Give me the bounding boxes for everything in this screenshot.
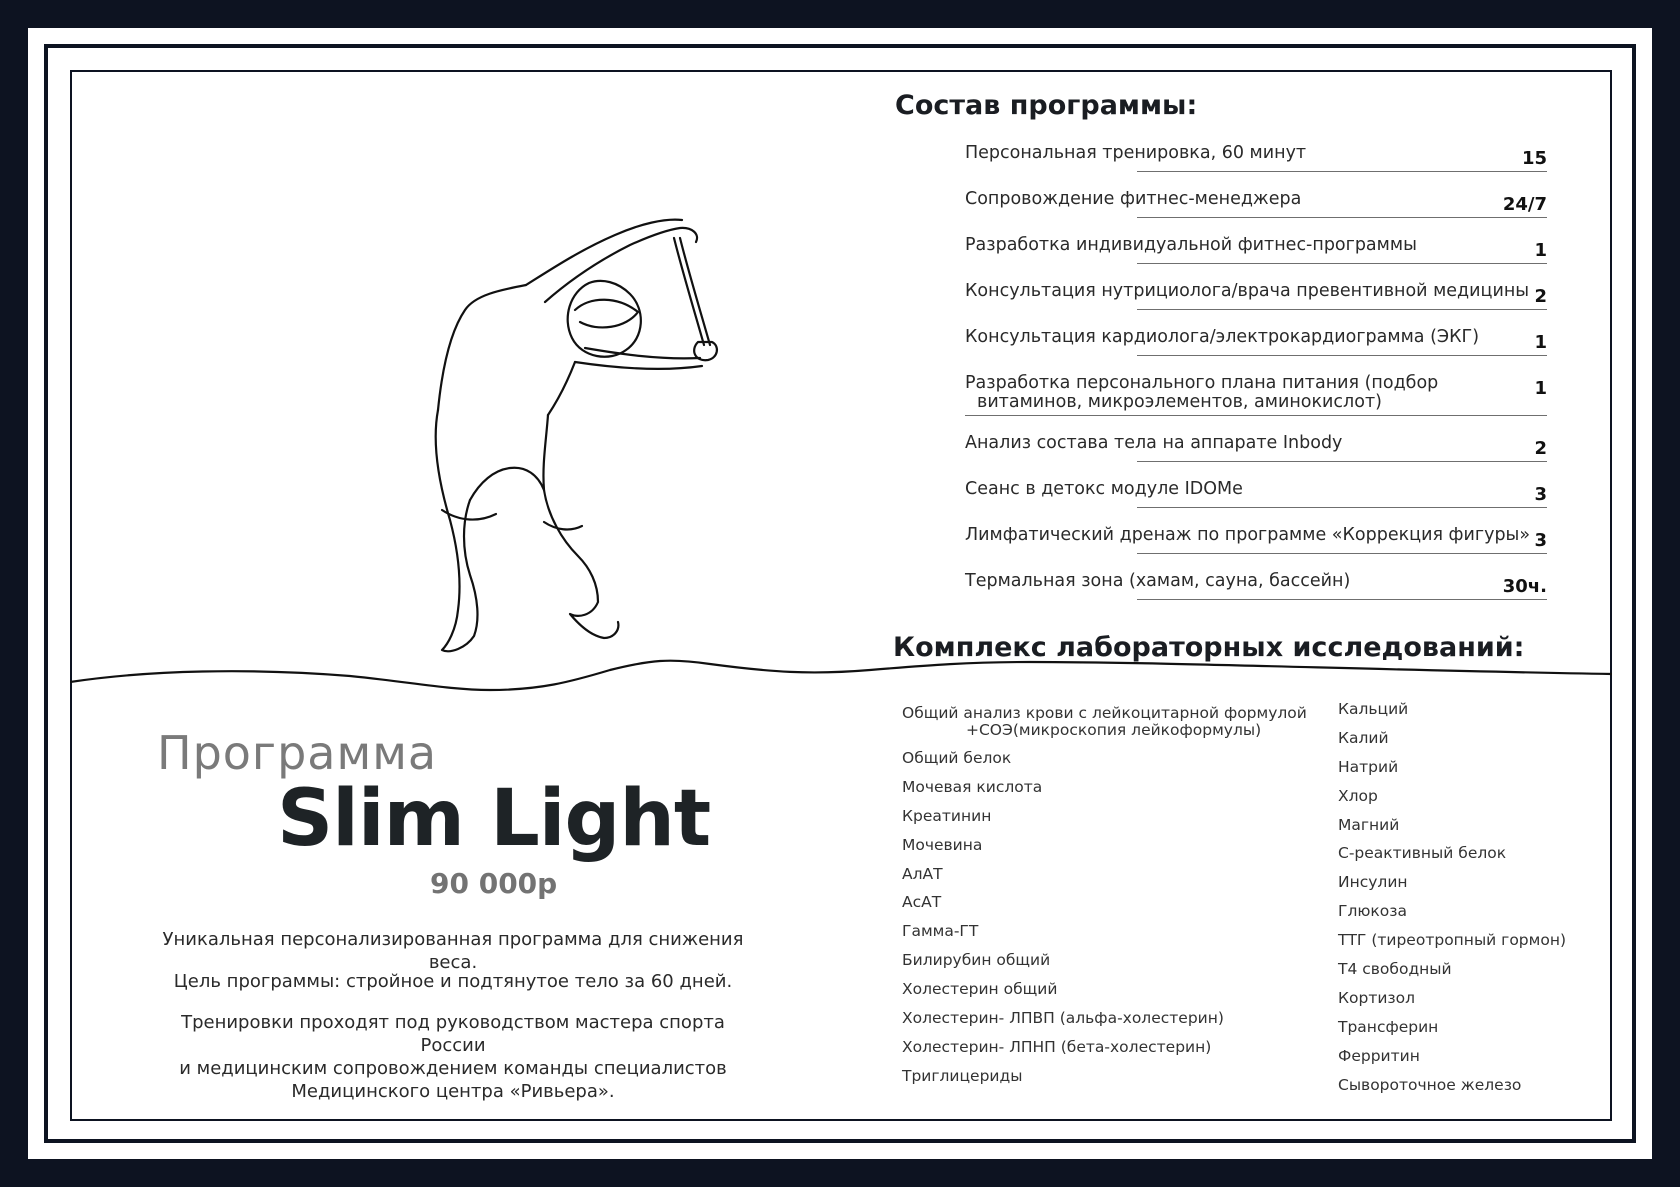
lab-list-right (1338, 700, 1566, 1104)
lab-test-item: Кортизол (1338, 988, 1416, 1007)
composition-label-line: Разработка индивидуальной фитнес-программы (965, 235, 1417, 255)
lab-test-item: +СОЭ(микроскопия лейкоформулы) (966, 721, 1262, 739)
composition-underline (1137, 599, 1547, 600)
composition-label-line: Анализ состава тела на аппарате Inbody (965, 433, 1343, 453)
program-description-3a: Тренировки проходят под руководством мастера спорта России (181, 1012, 725, 1056)
lab-test-item: Холестерин- ЛПВП (альфа-холестерин) (902, 1009, 1224, 1028)
lab-test-item: Креатинин (902, 806, 992, 825)
program-word: Программа (157, 726, 438, 780)
composition-underline (1137, 507, 1547, 508)
composition-value: 2 (1534, 438, 1547, 459)
composition-label-line: Консультация нутрициолога/врача превентивной медицины (965, 281, 1530, 301)
composition-row (965, 278, 1547, 324)
program-description-3 (150, 1011, 756, 1103)
composition-label (965, 282, 1529, 301)
lab-test-item: Инсулин (1338, 873, 1408, 892)
lab-test-item: ТТГ (тиреотропный гормон) (1338, 931, 1567, 950)
composition-list (965, 140, 1547, 614)
composition-value: 30ч. (1502, 576, 1547, 597)
composition-row (965, 186, 1547, 232)
program-description-3c: Медицинского центра «Ривьера». (291, 1081, 615, 1102)
lab-test-item: Мочевина (902, 835, 983, 854)
lab-test-item: Глюкоза (1338, 902, 1407, 921)
lab-test-item: Хлор (1338, 786, 1378, 805)
composition-label (965, 374, 1438, 412)
lab-list-left (902, 704, 1307, 1096)
lab-test-item: С-реактивный белок (1338, 844, 1507, 863)
program-price: 90 000р (430, 867, 558, 900)
composition-value: 1 (1534, 240, 1547, 261)
program-description-3b: и медицинским сопровождением команды специалистов (179, 1058, 727, 1079)
lab-test-item: Натрий (1338, 757, 1399, 776)
composition-value: 24/7 (1502, 194, 1547, 215)
composition-value: 3 (1534, 530, 1547, 551)
lab-test-item: Кальций (1338, 700, 1409, 718)
composition-value: 3 (1534, 484, 1547, 505)
composition-label-line: Термальная зона (хамам, сауна, бассейн) (965, 571, 1351, 591)
composition-underline (1137, 355, 1547, 356)
composition-value: 15 (1521, 148, 1547, 169)
composition-label (965, 328, 1479, 347)
lab-test-item: Магний (1338, 815, 1400, 834)
composition-label-line: Персональная тренировка, 60 минут (965, 143, 1307, 163)
program-description-1: Уникальная персонализированная программа для снижения веса. (162, 929, 744, 973)
composition-underline (1137, 263, 1547, 264)
composition-row (965, 370, 1547, 430)
composition-underline (1137, 553, 1547, 554)
lab-test-item: Т4 свободный (1338, 960, 1452, 979)
lab-test-item: АсАТ (902, 893, 942, 912)
lab-test-item: Холестерин общий (902, 980, 1058, 999)
composition-label (965, 526, 1530, 545)
lab-test-item: Ферритин (1338, 1046, 1420, 1065)
lab-title: Комплекс лабораторных исследований: (893, 632, 1525, 663)
program-description-2: Цель программы: стройное и подтянутое тело за 60 дней. (173, 971, 733, 992)
composition-row (965, 324, 1547, 370)
composition-label (965, 236, 1417, 255)
composition-value: 2 (1534, 286, 1547, 307)
lab-test-item: Сывороточное железо (1338, 1075, 1522, 1094)
composition-label (965, 572, 1350, 591)
lab-test-item: Триглицериды (902, 1066, 1023, 1085)
composition-row (965, 140, 1547, 186)
lab-test-item: Общий белок (902, 749, 1012, 767)
composition-row (965, 430, 1547, 476)
composition-row (965, 232, 1547, 278)
composition-row (965, 522, 1547, 568)
composition-value: 1 (1534, 378, 1547, 399)
composition-underline (965, 415, 1547, 416)
lab-test-item: Билирубин общий (902, 951, 1051, 970)
composition-label (965, 190, 1301, 209)
composition-label-line: витаминов, микроэлементов, аминокислот) (977, 392, 1382, 412)
lab-test-item: Трансферин (1338, 1017, 1439, 1036)
composition-value: 1 (1534, 332, 1547, 353)
lab-test-item: Мочевая кислота (902, 777, 1043, 796)
lab-test-item: Общий анализ крови с лейкоцитарной формулой (902, 704, 1307, 722)
composition-underline (1137, 171, 1547, 172)
composition-row (965, 476, 1547, 522)
composition-label-line: Лимфатический дренаж по программе «Коррекция фигуры» (965, 525, 1531, 545)
composition-label-line: Сопровождение фитнес-менеджера (965, 189, 1302, 209)
composition-underline (1137, 309, 1547, 310)
composition-title: Состав программы: (895, 90, 1198, 121)
program-name: Slim Light (277, 774, 711, 864)
composition-label (965, 434, 1342, 453)
lab-test-item: Калий (1338, 728, 1389, 747)
lab-test-item: АлАТ (902, 864, 943, 883)
composition-label-line: Сеанс в детокс модуле IDOMe (965, 479, 1243, 499)
composition-label (965, 144, 1306, 163)
lab-test-item: Гамма-ГТ (902, 922, 979, 941)
composition-row (965, 568, 1547, 614)
lab-test-item: Холестерин- ЛПНП (бета-холестерин) (902, 1037, 1212, 1056)
composition-label-line: Консультация кардиолога/электрокардиограмма (ЭКГ) (965, 327, 1480, 347)
composition-label-line: Разработка персонального плана питания (подбор (965, 373, 1439, 393)
composition-underline (1137, 217, 1547, 218)
composition-label (965, 480, 1243, 499)
composition-underline (1137, 461, 1547, 462)
